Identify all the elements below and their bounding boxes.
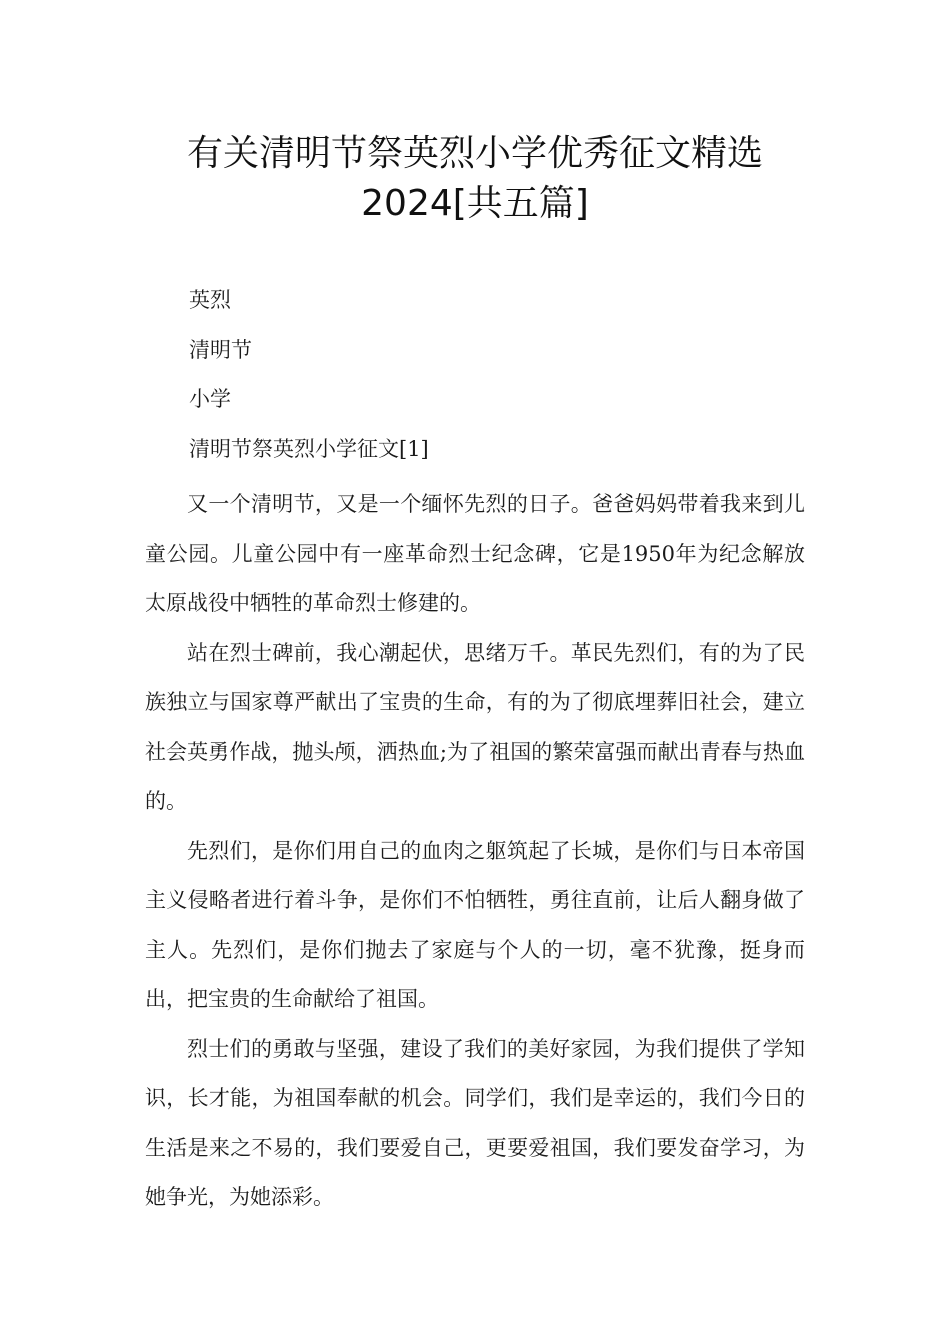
keyword-primary-school: 小学 [189, 387, 231, 411]
keyword-heroes: 英烈 [189, 288, 231, 312]
essay-paragraph-3: 先烈们，是你们用自己的血肉之躯筑起了长城，是你们与日本帝国主义侵略者进行着斗争，是你们不怕牺牲，勇往直前，让后人翻身做了主人。先烈们，是你们抛去了家庭与个人的一切，毫不犹豫，挺身而出，把宝贵的生命献给了祖国。 [145, 838, 805, 1011]
document-title-line-1: 有关清明节祭英烈小学优秀征文精选 [186, 133, 763, 174]
section-heading: 清明节祭英烈小学征文[1] [189, 437, 429, 461]
document-title-line-2: 2024[共五篇] [361, 183, 589, 224]
keyword-qingming: 清明节 [189, 338, 252, 362]
essay-paragraph-2: 站在烈士碑前，我心潮起伏，思绪万千。革民先烈们，有的为了民族独立与国家尊严献出了宝贵的生命，有的为了彻底埋葬旧社会，建立社会英勇作战，抛头颅，洒热血;为了祖国的繁荣富强而献出青春与热血的。 [145, 640, 805, 813]
essay-body [145, 480, 805, 1223]
essay-paragraph-1: 又一个清明节，又是一个缅怀先烈的日子。爸爸妈妈带着我来到儿童公园。儿童公园中有一座革命烈士纪念碑，它是1950年为纪念解放太原战役中牺牲的革命烈士修建的。 [145, 492, 805, 615]
essay-paragraph-4: 烈士们的勇敢与坚强，建设了我们的美好家园，为我们提供了学知识，长才能，为祖国奉献的机会。同学们，我们是幸运的，我们今日的生活是来之不易的，我们要爱自己，更要爱祖国，我们要发奋学习，为她争光，为她添彩。 [145, 1036, 805, 1209]
